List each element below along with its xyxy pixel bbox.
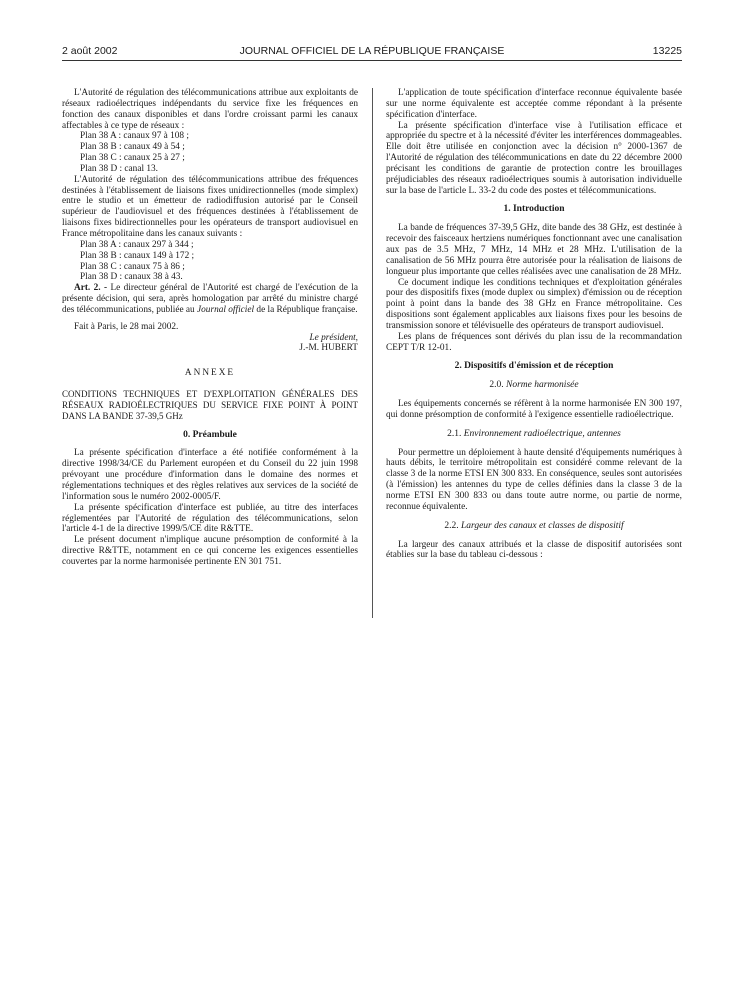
article-2-label: Art. 2. - bbox=[74, 283, 108, 294]
plan-item: Plan 38 A : canaux 297 à 344 ; bbox=[80, 239, 194, 250]
journal-officiel-ref: Journal officiel bbox=[197, 304, 255, 315]
header-rule bbox=[62, 60, 682, 61]
column-divider bbox=[372, 88, 373, 618]
intro-paragraph-3: Les plans de fréquences sont dérivés du plan issu de la recommandation CEPT T/R 12-01. bbox=[386, 331, 682, 353]
article-2-end: de la République française. bbox=[254, 304, 358, 315]
plan-item: Plan 38 D : canaux 38 à 43. bbox=[80, 272, 183, 283]
page-header bbox=[62, 44, 682, 58]
page-number: 13225 bbox=[652, 45, 682, 57]
plan-list-2 bbox=[62, 240, 358, 283]
journal-title: JOURNAL OFFICIEL DE LA RÉPUBLIQUE FRANÇAISE bbox=[239, 45, 505, 57]
section-heading-introduction: 1. Introduction bbox=[503, 204, 565, 215]
norme-paragraph: Les équipements concernés se réfèrent à la norme harmonisée EN 300 197, qui donne présomption de conformité à l'exigence essentielle radioélectrique. bbox=[386, 399, 682, 420]
paragraph-equivalence: L'application de toute spécification d'interface reconnue équivalente basée sur une norme équivalente est acceptée comme répondant à la présente spécification d'interface. bbox=[386, 88, 682, 120]
environment-paragraph: Pour permettre un déploiement à haute densité d'équipements numériques à hauts débits, le territoire métropolitain est considéré comme relevant de la classe 3 de la norme ETSI EN 300 833. En conséquence, seules sont autorisées (à l'émission) les antennes du type de celles définies dans la classe 3 de la norme ETSI EN 300 833 ou dans toute autre norme, ou partie de norme, reconnue équivalente. bbox=[386, 447, 682, 512]
signatory-name: J.-M. HUBERT bbox=[299, 343, 358, 354]
annexe-title: CONDITIONS TECHNIQUES ET D'EXPLOITATION GÉNÉRALES DES RÉSEAUX RADIOÉLECTRIQUES DU SERVICE FIXE POINT À POINT DANS LA BANDE 37-39,5 GHz bbox=[62, 389, 358, 421]
header-date: 2 août 2002 bbox=[62, 45, 118, 57]
subsection-heading-2-1 bbox=[386, 429, 682, 440]
plan-item: Plan 38 C : canaux 75 à 86 ; bbox=[80, 261, 185, 272]
plan-item: Plan 38 C : canaux 25 à 27 ; bbox=[80, 153, 185, 164]
paragraph-independent-networks: L'Autorité de régulation des télécommunications attribue aux exploitants de réseaux radioélectriques indépendants du service fixe les fréquences en fonction des canaux disponibles et dans l'ordre croissant parmi les canaux affectables à ce type de réseaux : bbox=[62, 88, 358, 131]
plan-item: Plan 38 D : canal 13. bbox=[80, 163, 158, 174]
signatory-title: Le président, bbox=[309, 332, 358, 343]
article-2 bbox=[62, 283, 358, 316]
section-heading-preambule: 0. Préambule bbox=[183, 429, 237, 440]
subsection-heading-2-2 bbox=[386, 521, 682, 532]
plan-item: Plan 38 B : canaux 49 à 54 ; bbox=[80, 142, 185, 153]
paragraph-spectrum-use: La présente spécification d'interface vise à l'utilisation efficace et appropriée du spectre et à la nécessité d'éviter les interférences dommageables. Elle doit être utilisée en conjonction avec la décision n° 2000-1367 de l'Autorité de régulation des télécommunications en date du 22 décembre 2000 précisant les conditions de garantie de protection contre les brouillages préjudiciables des réseaux radioélectriques soumis à autorisation individuelle sur la base de l'article L. 33-2 du code des postes et télécommunications. bbox=[386, 120, 682, 196]
left-column bbox=[62, 88, 358, 568]
preamble-paragraph-3: Le présent document n'implique aucune présomption de conformité à la directive R&TTE, notamment en ce qui concerne les exigences essentielles couvertes par la norme harmonisée pertinente EN 301 751. bbox=[62, 535, 358, 567]
subsection-title: Environnement radioélectrique, antennes bbox=[463, 428, 621, 439]
place-date-line: Fait à Paris, le 28 mai 2002. bbox=[74, 321, 179, 332]
preamble-paragraph-2: La présente spécification d'interface est publiée, au titre des interfaces réglementées par l'Autorité de régulation des télécommunications, selon l'article 4-1 de la directive 1999/5/CE dite R&TTE. bbox=[62, 502, 358, 535]
subsection-heading-2-0 bbox=[386, 380, 682, 391]
plan-item: Plan 38 A : canaux 97 à 108 ; bbox=[80, 131, 189, 142]
subsection-title: Norme harmonisée bbox=[506, 380, 579, 391]
paragraph-audiovisual-links: L'Autorité de régulation des télécommunications attribue des fréquences destinées à l'établissement de liaisons fixes unidirectionnelles (mode simplex) entre le studio et un émetteur de radiodiffusion autorisé par le Conseil supérieur de l'audiovisuel et des fréquences destinées à l'établissement de liaisons fixes bidirectionnelles pour les opérateurs de transport audiovisuel en France métropolitaine dans les canaux suivants : bbox=[62, 174, 358, 239]
subsection-number: 2.0. bbox=[489, 380, 507, 391]
right-column bbox=[386, 88, 682, 561]
article-2-text: Le directeur général de l'Autorité est chargé de l'exécution de la présente décision, qui sera, après homologation par arrêté du ministre chargé des télécommunications, publiée au bbox=[62, 283, 358, 315]
subsection-title: Largeur des canaux et classes de dispositif bbox=[460, 520, 624, 531]
preamble-paragraph-1: La présente spécification d'interface a été notifiée conformément à la directive 1998/34/CE du Parlement européen et du Conseil du 22 juin 1998 prévoyant une procédure d'information dans le domaine des normes et réglementations techniques et des règles relatives aux services de la société de l'information sous le numéro 2002-0005/F. bbox=[62, 448, 358, 502]
subsection-number: 2.1. bbox=[447, 428, 464, 439]
channel-width-paragraph: La largeur des canaux attribués et la classe de dispositif autorisées sont établies sur la base du tableau ci-dessous : bbox=[386, 539, 682, 561]
subsection-number: 2.2. bbox=[444, 520, 461, 531]
intro-paragraph-2: Ce document indique les conditions techniques et d'exploitation générales pour des dispositifs fixes (mode duplex ou simplex) d'émission ou de réception point à point dans la bande des 38 GHz en France métropolitaine. Ces dispositions sont également applicables aux liaisons fixes pour les besoins de transmission sonore et télévisuelle des opérateurs de transport audiovisuel. bbox=[386, 277, 682, 331]
plan-list-1 bbox=[62, 131, 358, 174]
annexe-heading: ANNEXE bbox=[184, 368, 236, 379]
section-heading-dispositifs: 2. Dispositifs d'émission et de réception bbox=[454, 361, 614, 372]
intro-paragraph-1: La bande de fréquences 37-39,5 GHz, dite bande des 38 GHz, est destinée à recevoir des faisceaux hertziens numériques fonctionnant avec une canalisation aux pas de 3.5 MHz, 7 MHz, 14 MHz et 28 MHz. L'utilisation de la canalisation de 56 MHz pourra être autorisée pour la réalisation de liaisons de longueur plus importante que celles réalisées avec une canalisation de 28 MHz. bbox=[386, 223, 682, 277]
plan-item: Plan 38 B : canaux 149 à 172 ; bbox=[80, 250, 195, 261]
